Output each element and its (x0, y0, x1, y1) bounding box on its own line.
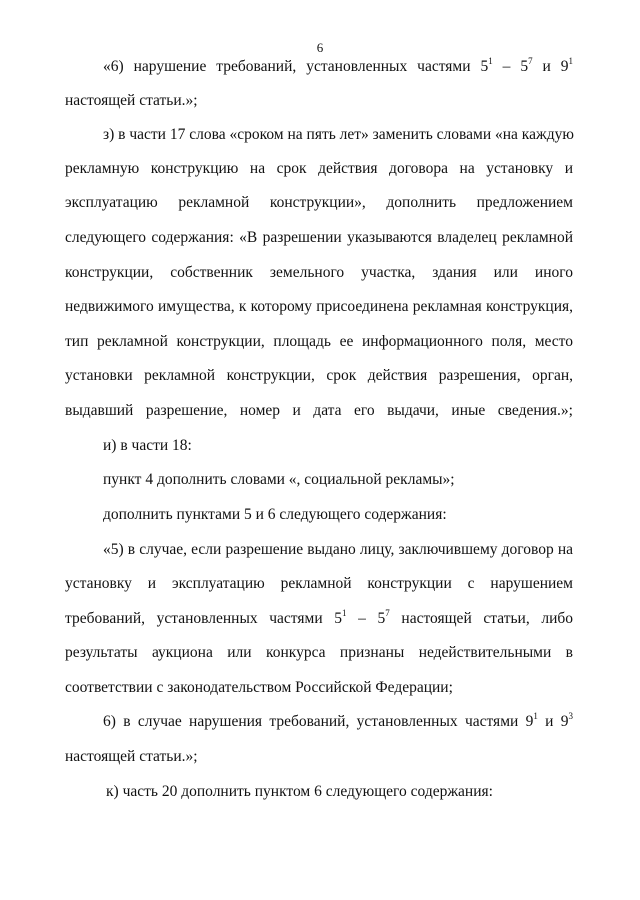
superscript: 1 (533, 710, 538, 721)
text-segment: и 9 (532, 58, 569, 75)
text-line: установку и эксплуатацию рекламной конструкции с нарушением (65, 575, 573, 592)
text-line: эксплуатацию рекламной конструкции», дополнить предложением (65, 194, 573, 211)
text-line (65, 609, 573, 629)
text-segment: и 9 (537, 713, 569, 730)
superscript: 1 (568, 55, 573, 66)
text-line: тип рекламной конструкции, площадь ее информационного поля, место (65, 333, 573, 350)
text-line: «5) в случае, если разрешение выдано лицу, заключившему договор на (103, 541, 573, 558)
text-line: установки рекламной конструкции, срок действия разрешения, орган, (65, 367, 573, 384)
text-line: пункт 4 дополнить словами «, социальной рекламы»; (103, 471, 455, 488)
text-segment: «6) нарушение требований, установленных частями 5 (103, 58, 489, 75)
text-line: выдавший разрешение, номер и дата его выдачи, иные сведения.»; (65, 402, 573, 419)
text-line: настоящей статьи.»; (65, 748, 198, 765)
text-line: следующего содержания: «В разрешении указываются владелец рекламной (65, 229, 573, 246)
superscript: 1 (342, 607, 347, 618)
text-line: к) часть 20 дополнить пунктом 6 следующего содержания: (106, 783, 493, 800)
superscript: 7 (528, 55, 533, 66)
text-line: результаты аукциона или конкурса признаны недействительными в (65, 644, 573, 661)
text-line: недвижимого имущества, к которому присоединена рекламная конструкция, (65, 298, 573, 315)
text-segment: – 5 (492, 58, 529, 75)
text-segment: настоящей статьи, либо (389, 610, 574, 627)
text-line: з) в части 17 слова «сроком на пять лет» заменить словами «на каждую (103, 126, 574, 143)
text-line: конструкции, собственник земельного участка, здания или иного (65, 264, 573, 281)
text-segment: 6) в случае нарушения требований, установленных частями 9 (103, 713, 534, 730)
text-line (103, 57, 573, 77)
superscript: 3 (568, 710, 574, 721)
text-line: дополнить пунктами 5 и 6 следующего содержания: (103, 506, 447, 523)
superscript: 1 (488, 55, 493, 66)
text-line: рекламную конструкцию на срок действия договора на установку и (65, 160, 573, 177)
superscript: 7 (385, 607, 390, 618)
text-line: соответствии с законодательством Российской Федерации; (65, 679, 453, 696)
text-line: и) в части 18: (103, 437, 192, 454)
text-line: настоящей статьи.»; (65, 92, 198, 109)
text-segment: – 5 (346, 610, 386, 627)
text-segment: требований, установленных частями 5 (65, 610, 342, 627)
text-line (103, 712, 573, 732)
page-number: 6 (316, 40, 324, 55)
